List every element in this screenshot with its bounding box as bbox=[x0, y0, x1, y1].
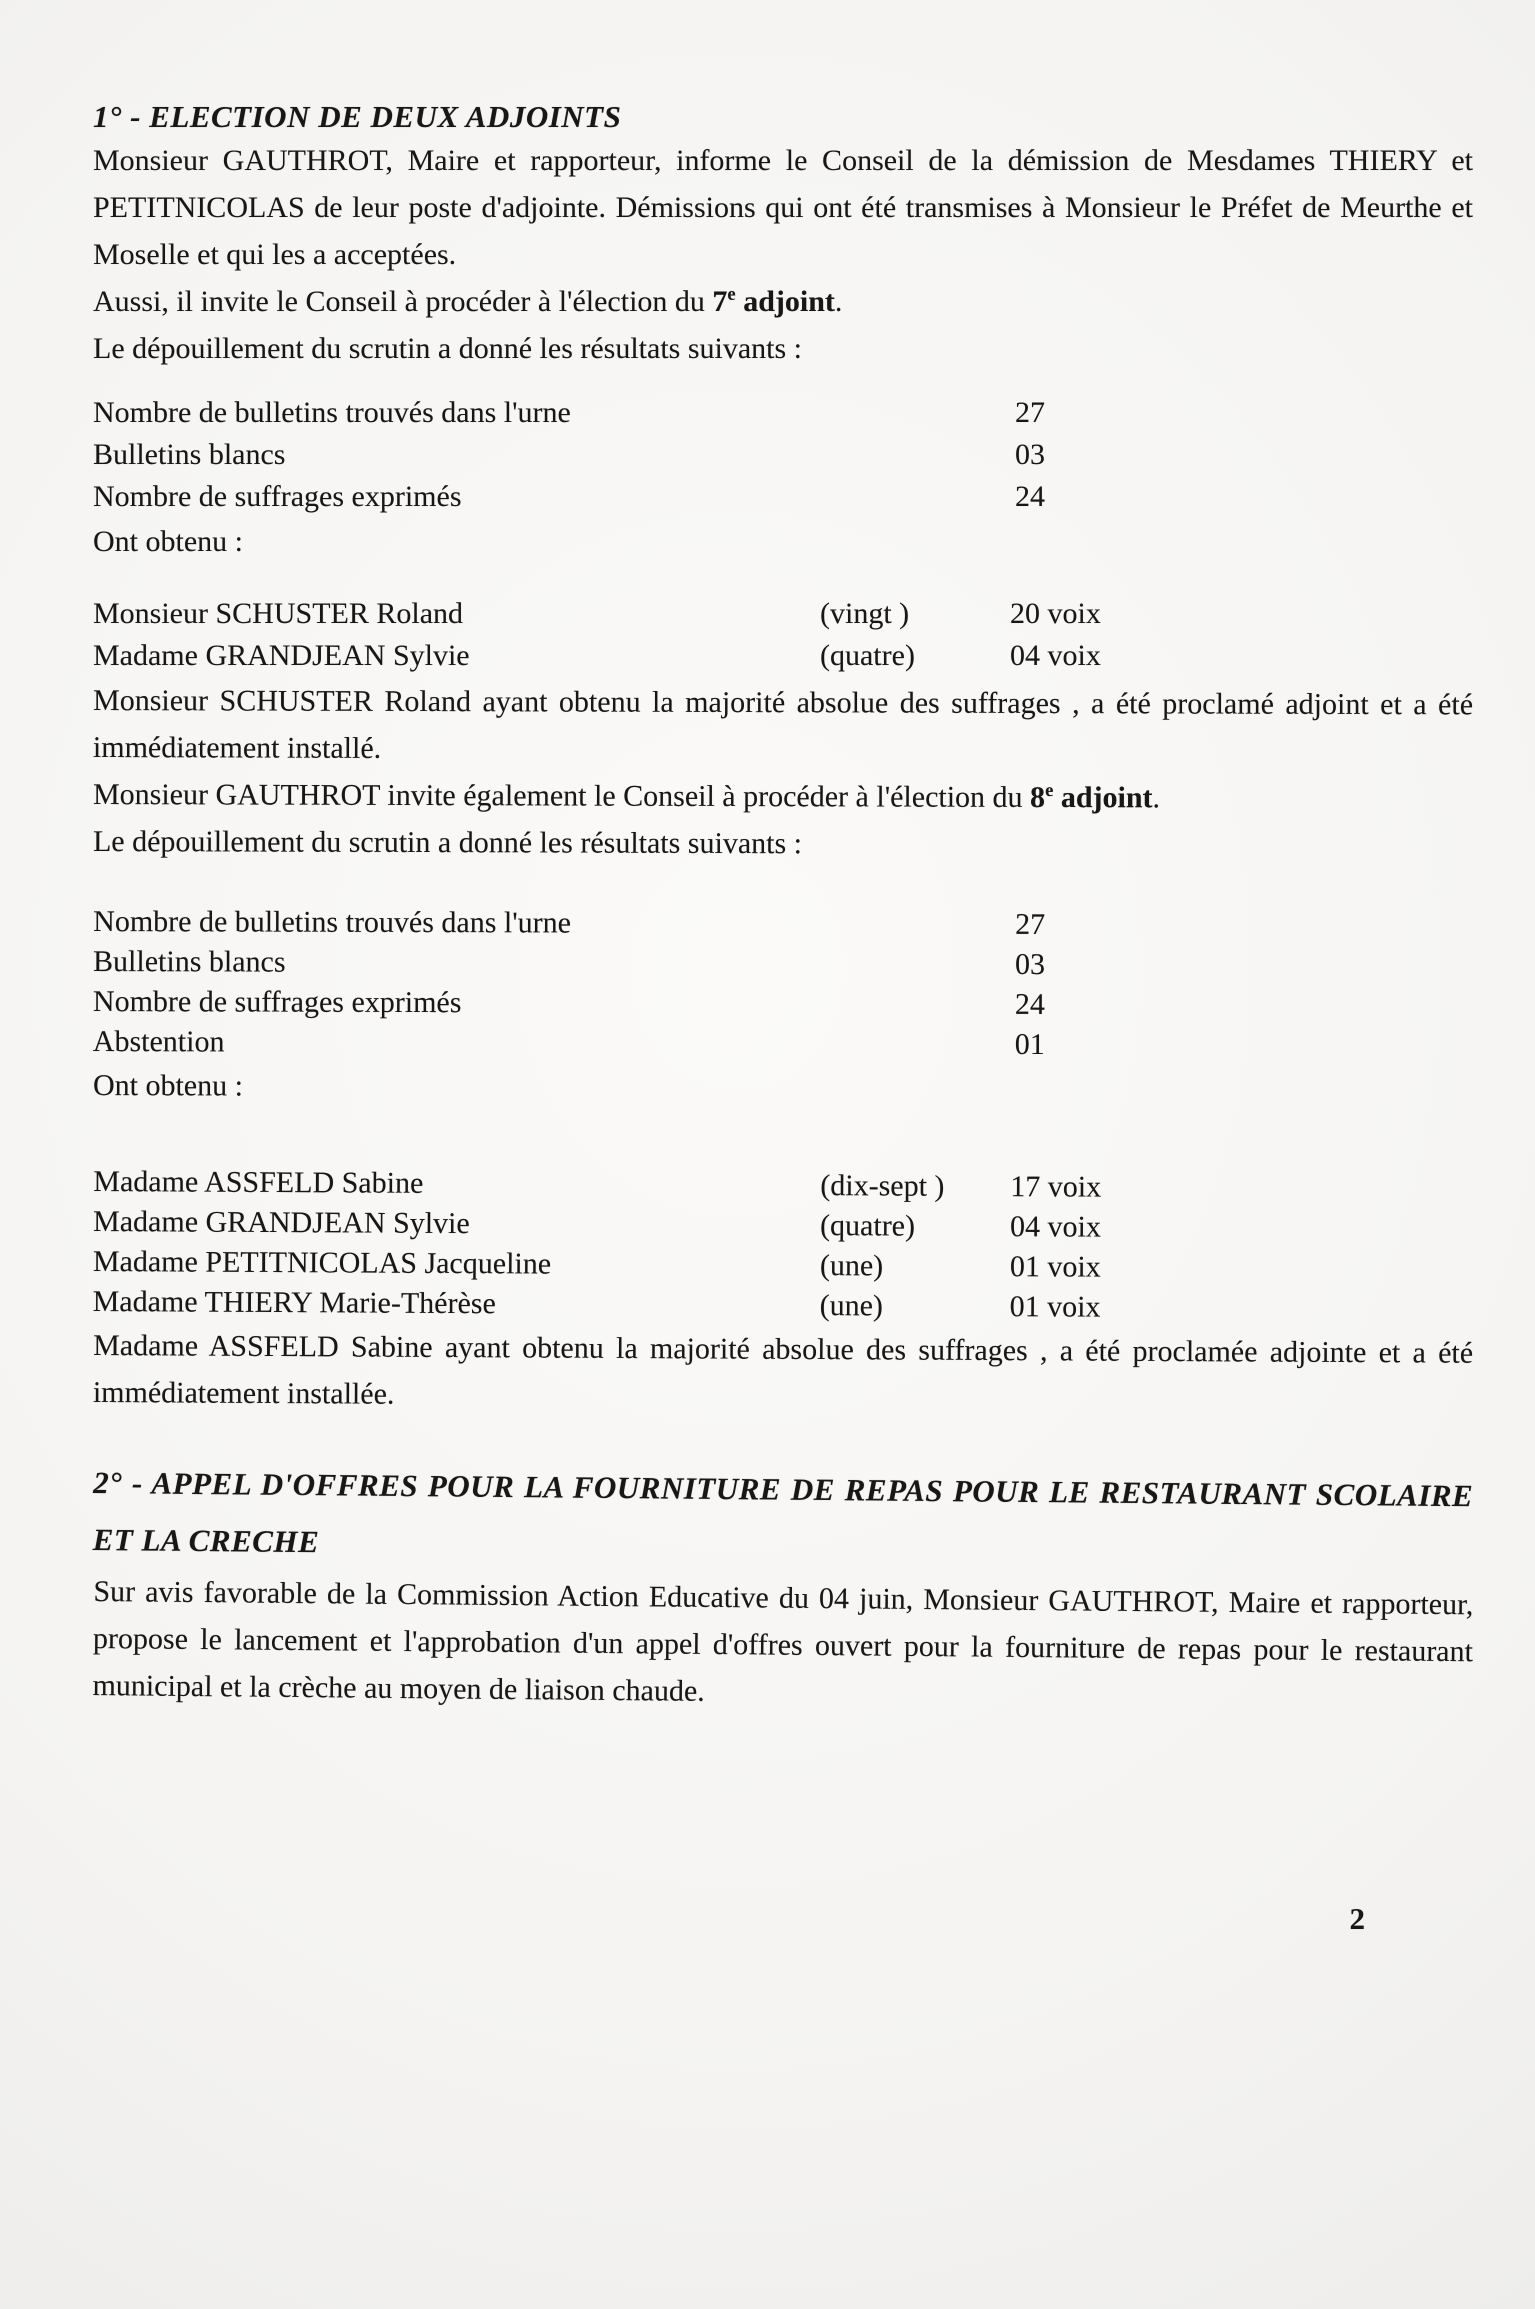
election8-results-table bbox=[93, 902, 1473, 1066]
result-value: 24 bbox=[1015, 480, 1045, 513]
page-number: 2 bbox=[1349, 1901, 1365, 1936]
result-row bbox=[93, 902, 1473, 946]
election8-candidates bbox=[93, 1162, 1474, 1330]
result-value: 27 bbox=[1015, 396, 1045, 429]
election8-ont-obtenu: Ont obtenu : bbox=[92, 1069, 244, 1103]
candidate-name: Madame THIERY Marie-Thérèse bbox=[92, 1284, 496, 1321]
election7-invite-pre: Aussi, il invite le Conseil à procéder à l'élection du bbox=[93, 285, 705, 318]
result-label: Bulletins blancs bbox=[93, 945, 286, 979]
result-row bbox=[93, 434, 1473, 476]
candidate-count-words: (une) bbox=[819, 1249, 884, 1283]
result-value: 01 bbox=[1014, 1027, 1045, 1061]
result-label: Nombre de suffrages exprimés bbox=[92, 985, 462, 1020]
result-row bbox=[93, 392, 1473, 434]
result-row bbox=[93, 476, 1473, 518]
election8-number: 8 bbox=[1030, 780, 1046, 814]
election7-word: adjoint bbox=[743, 285, 835, 318]
result-label: Nombre de bulletins trouvés dans l'urne bbox=[93, 396, 571, 429]
result-row bbox=[93, 942, 1473, 986]
election7-ordinal-sup: e bbox=[727, 284, 736, 305]
result-label: Nombre de suffrages exprimés bbox=[93, 480, 462, 513]
election8-ordinal-sup: e bbox=[1045, 779, 1054, 802]
election8-depouillement-line: Le dépouillement du scrutin a donné les résultats suivants : bbox=[92, 825, 803, 861]
result-label: Abstention bbox=[92, 1024, 225, 1059]
election8-invite-line bbox=[93, 771, 1473, 822]
result-label: Nombre de bulletins trouvés dans l'urne bbox=[93, 905, 572, 940]
section2-heading: 2° - APPEL D'OFFRES POUR LA FOURNITURE DE REPAS POUR LE RESTAURANT SCOLAIRE ET LA CRECHE bbox=[92, 1465, 1474, 1560]
election8-invite-pre: Monsieur GAUTHROT invite également le Conseil à procéder à l'élection du bbox=[92, 778, 1023, 814]
candidate-name: Madame GRANDJEAN Sylvie bbox=[93, 639, 470, 672]
result-value: 03 bbox=[1015, 438, 1045, 471]
candidate-count-words: (une) bbox=[819, 1289, 884, 1323]
election7-invite-bold bbox=[712, 285, 834, 318]
candidate-votes: 04 voix bbox=[1010, 1210, 1102, 1244]
election7-results-table bbox=[93, 392, 1473, 518]
candidate-votes: 04 voix bbox=[1010, 639, 1101, 672]
result-value: 03 bbox=[1015, 947, 1046, 981]
candidate-votes: 01 voix bbox=[1009, 1290, 1101, 1324]
section1-intro-paragraph: Monsieur GAUTHROT, Maire et rapporteur, informe le Conseil de la démission de Mesdames THIERY et PETITNICOLAS de leur poste d'adjointe. Démissions qui ont été transmises à Monsieur le Préfet de Meurthe et Moselle et qui les a acceptées. bbox=[93, 144, 1473, 271]
candidate-count-words: (dix-sept ) bbox=[820, 1169, 945, 1203]
election8-invite-bold bbox=[1030, 781, 1153, 814]
election7-candidates bbox=[93, 593, 1473, 677]
candidate-votes: 01 voix bbox=[1009, 1250, 1101, 1284]
candidate-count-words: (quatre) bbox=[820, 639, 915, 672]
candidate-name: Madame GRANDJEAN Sylvie bbox=[93, 1205, 470, 1241]
candidate-name: Monsieur SCHUSTER Roland bbox=[93, 597, 464, 630]
election8-word: adjoint bbox=[1060, 781, 1153, 815]
election7-proclamation: Monsieur SCHUSTER Roland ayant obtenu la majorité absolue des suffrages , a été proclamé adjoint et a été immédiatement installé. bbox=[92, 684, 1474, 765]
candidate-votes: 17 voix bbox=[1010, 1170, 1102, 1204]
candidate-row bbox=[93, 593, 1473, 635]
candidate-count-words: (quatre) bbox=[820, 1209, 916, 1243]
result-value: 24 bbox=[1014, 987, 1045, 1021]
election8-proclamation: Madame ASSFELD Sabine ayant obtenu la majorité absolue des suffrages , a été proclamée adjointe et a été immédiatement installée. bbox=[92, 1329, 1474, 1411]
candidate-name: Madame PETITNICOLAS Jacqueline bbox=[92, 1245, 552, 1281]
result-row bbox=[93, 982, 1473, 1026]
election7-number: 7 bbox=[712, 285, 728, 318]
result-row bbox=[93, 1022, 1473, 1066]
election8-invite-end: . bbox=[1152, 781, 1161, 815]
election7-ont-obtenu: Ont obtenu : bbox=[93, 525, 243, 558]
result-value: 27 bbox=[1015, 907, 1046, 941]
election7-depouillement-line: Le dépouillement du scrutin a donné les résultats suivants : bbox=[93, 332, 803, 365]
candidate-count-words: (vingt ) bbox=[820, 597, 910, 630]
candidate-row bbox=[93, 635, 1473, 677]
section2-body-paragraph: Sur avis favorable de la Commission Action Educative du 04 juin, Monsieur GAUTHROT, Maire et rapporteur, propose le lancement et l'approbation d'un appel d'offres ouvert pour la fourniture de repas pour le restaurant municipal et la crèche au moyen de liaison chaude. bbox=[92, 1575, 1474, 1708]
section1-heading: 1° - ELECTION DE DEUX ADJOINTS bbox=[93, 99, 622, 134]
election7-invite-line bbox=[93, 278, 1473, 325]
election7-invite-end: . bbox=[834, 285, 843, 318]
result-label: Bulletins blancs bbox=[93, 438, 286, 471]
candidate-votes: 20 voix bbox=[1010, 597, 1101, 630]
candidate-name: Madame ASSFELD Sabine bbox=[93, 1165, 424, 1200]
